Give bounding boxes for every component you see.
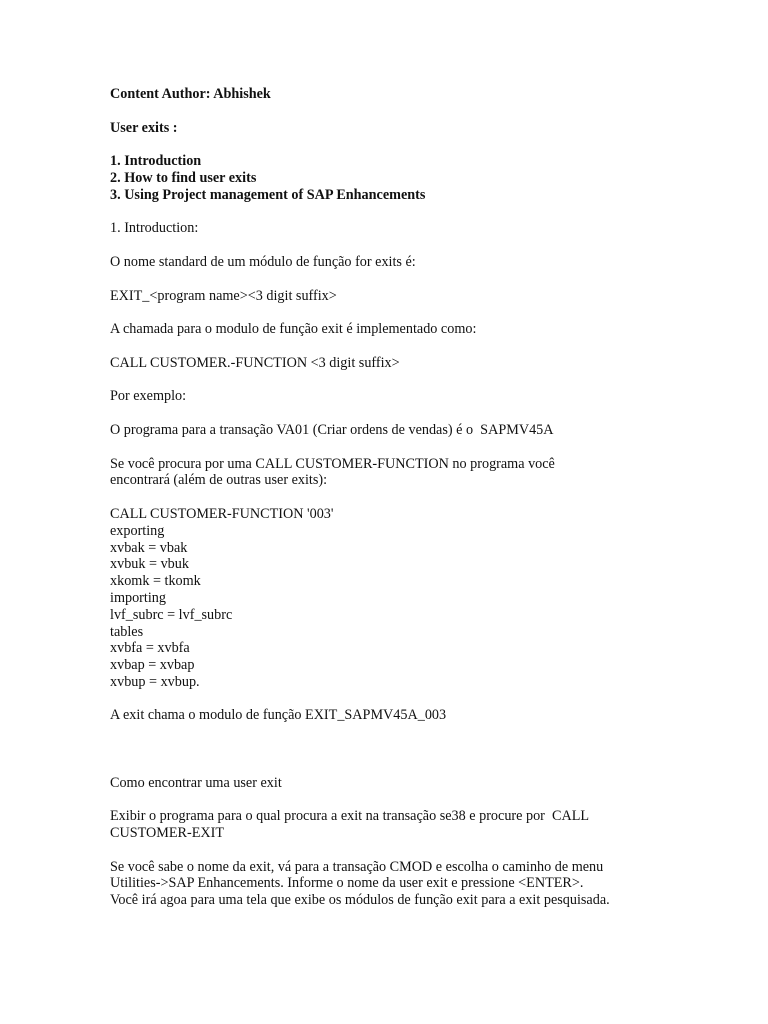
code-line: CALL CUSTOMER-FUNCTION '003' <box>110 505 334 522</box>
spacer <box>110 724 670 774</box>
code-line: lvf_subrc = lvf_subrc <box>110 606 233 623</box>
spacer <box>110 271 670 288</box>
spacer <box>110 338 670 355</box>
paragraph-cmod-line-1: Se você sabe o nome da exit, vá para a transação CMOD e escolha o caminho de menu <box>110 858 604 875</box>
spacer <box>110 691 670 708</box>
paragraph-display-line-1: Exibir o programa para o qual procura a exit na transação se38 e procure por CALL <box>110 808 590 825</box>
spacer <box>110 842 670 859</box>
toc-item-1: 1. Introduction <box>110 153 202 170</box>
paragraph-standard-name: O nome standard de um módulo de função for exits é: <box>110 253 416 270</box>
spacer <box>110 136 670 153</box>
paragraph-call-impl: A chamada para o modulo de função exit é implementado como: <box>110 321 477 338</box>
author-line: Content Author: Abhishek <box>110 86 271 102</box>
paragraph-search-line-1: Se você procura por uma CALL CUSTOMER-FUNCTION no programa você <box>110 455 555 472</box>
exit-pattern: EXIT_<program name><3 digit suffix> <box>110 287 337 304</box>
spacer <box>110 791 670 808</box>
spacer <box>110 237 670 254</box>
code-line: xvbuk = vbuk <box>110 556 189 573</box>
spacer <box>110 439 670 456</box>
spacer <box>110 103 670 120</box>
code-line: xvbfa = xvbfa <box>110 640 190 657</box>
paragraph-search-line-2: encontrará (além de outras user exits): <box>110 472 328 489</box>
toc-item-3: 3. Using Project management of SAP Enhancements <box>110 186 426 203</box>
code-line: exporting <box>110 522 165 539</box>
paragraph-cmod-line-3: Você irá agoa para uma tela que exibe os módulos de função exit para a exit pesquisada. <box>110 892 610 909</box>
call-pattern: CALL CUSTOMER.-FUNCTION <3 digit suffix> <box>110 354 400 371</box>
paragraph-display-line-2: CUSTOMER-EXIT <box>110 825 225 842</box>
document-page <box>110 86 670 909</box>
code-line: xvbap = xvbap <box>110 657 195 674</box>
spacer <box>110 304 670 321</box>
code-line: xkomk = tkomk <box>110 573 201 590</box>
code-line: tables <box>110 623 144 640</box>
spacer <box>110 372 670 389</box>
spacer <box>110 204 670 221</box>
code-line: xvbak = vbak <box>110 539 188 556</box>
section-title: User exits : <box>110 119 178 136</box>
intro-heading: 1. Introduction: <box>110 220 199 237</box>
paragraph-cmod-line-2: Utilities->SAP Enhancements. Informe o nome da user exit e pressione <ENTER>. <box>110 875 584 892</box>
code-line: xvbup = xvbup. <box>110 673 200 690</box>
paragraph-example: Por exemplo: <box>110 388 187 405</box>
code-line: importing <box>110 589 166 606</box>
code-block <box>110 506 670 691</box>
paragraph-program: O programa para a transação VA01 (Criar ordens de vendas) é o SAPMV45A <box>110 421 554 438</box>
spacer <box>110 405 670 422</box>
find-heading: Como encontrar uma user exit <box>110 774 282 791</box>
paragraph-exit-calls: A exit chama o modulo de função EXIT_SAPMV45A_003 <box>110 707 447 724</box>
spacer <box>110 489 670 506</box>
toc-item-2: 2. How to find user exits <box>110 169 257 186</box>
